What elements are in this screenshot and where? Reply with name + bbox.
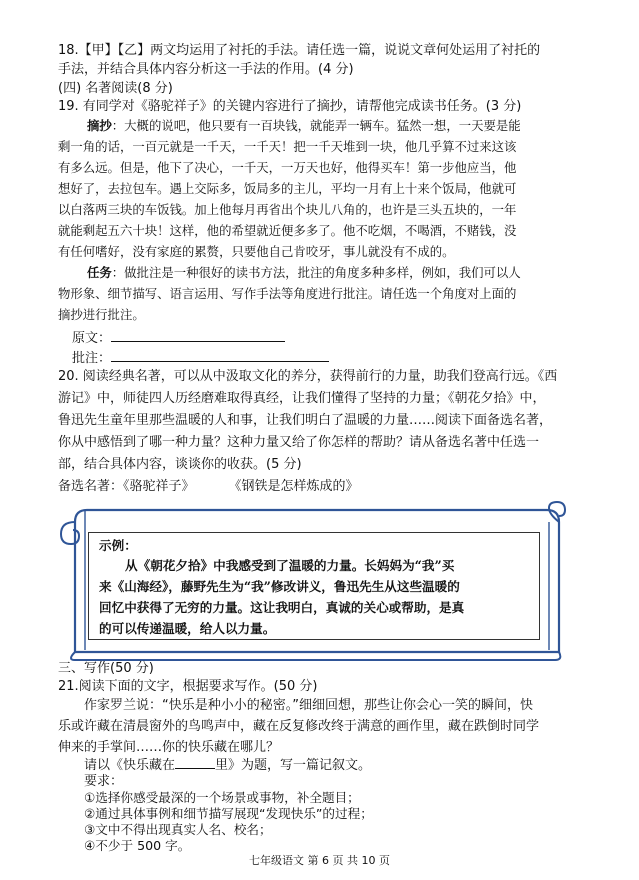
requirement-item: ④不少于 500 字。 xyxy=(84,838,191,853)
q20-line: 鲁迅先生童年里那些温暖的人和事，让我们明白了温暖的力量……阅读下面备选名著， xyxy=(58,413,553,428)
candidate-book-2: 《钢铁是怎样炼成的》 xyxy=(228,479,359,494)
prompt-suffix: 里》为题，写一篇记叙文。 xyxy=(215,758,372,773)
excerpt-text: ：大概的说吧，他只要有一百块钱，就能弄一辆车。猛然一想，一天要是能 xyxy=(111,118,521,133)
q20-line: 你从中感悟到了哪一种力量？这种力量又给了你怎样的帮助？请从备选名著中任选一 xyxy=(58,435,540,450)
q19-task-line: 摘抄进行批注。 xyxy=(58,307,145,322)
requirement-item: ②通过具体事例和细节描写展现“发现快乐”的过程； xyxy=(84,806,373,821)
example-title: 示例： xyxy=(99,538,137,553)
q19-excerpt-line: 有任何嗜好，没有家庭的累赘，只要他自己肯咬牙，事儿就没有不成的。 xyxy=(58,244,455,259)
annotation-label: 批注： xyxy=(72,351,112,366)
q20-line: 游记》中，师徒四人历经磨难取得真经，让我们懂得了坚持的力量；《朝花夕拾》中， xyxy=(58,391,546,406)
requirement-item: ①选择你感受最深的一个场景或事物，补全题目； xyxy=(84,790,360,805)
q19-excerpt-line: 有多么远。但是，他下了决心，一千天，一万天也好，他得买车！第一步他应当，他 xyxy=(58,160,517,175)
example-line: 回忆中获得了无穷的力量。这让我明白，真诚的关心或帮助，是真 xyxy=(99,600,465,615)
q21-passage-line: 作家罗兰说：“快乐是种小小的秘密。”细细回想，那些让你会心一笑的瞬间，快 xyxy=(84,698,533,713)
original-answer-blank[interactable] xyxy=(111,329,285,342)
q18-line-2: 手法，并结合具体内容分析这一手法的作用。(4 分) xyxy=(58,62,354,77)
q21-intro: 21.阅读下面的文字，根据要求写作。(50 分) xyxy=(58,679,318,694)
q19-task-line: 物形象、细节描写、语言运用、写作手法等角度进行批注。请任选一个角度对上面的 xyxy=(58,286,517,301)
example-line: 来《山海经》，藤野先生为“我”修改讲义，鲁迅先生从这些温暖的 xyxy=(99,579,460,594)
q19-intro: 19. 有同学对《骆驼祥子》的关键内容进行了摘抄，请帮他完成读书任务。(3 分) xyxy=(58,99,522,114)
q21-prompt xyxy=(84,756,371,775)
q19-excerpt-first-line xyxy=(87,117,521,135)
excerpt-label: 摘抄 xyxy=(87,118,112,133)
candidate-book-1: 备选名著：《骆驼祥子》 xyxy=(58,479,195,494)
q19-excerpt-line: 想好了，去拉包车。遇上交际多，饭局多的主儿，平均一月有上十来个饭局，他就可 xyxy=(58,181,517,196)
requirement-item: ③文中不得出现真实人名、校名； xyxy=(84,822,272,837)
example-line: 从《朝花夕拾》中我感受到了温暖的力量。长妈妈为“我”买 xyxy=(125,558,455,573)
example-line: 的可以传递温暖，给人以力量。 xyxy=(99,621,276,636)
q19-excerpt-line: 就能剩起五六十块！这样，他的希望就近便多多了。他不吃烟，不喝酒，不赌钱，没 xyxy=(58,223,517,238)
section-3-heading: 三、写作(50 分) xyxy=(58,661,154,676)
annotation-field xyxy=(72,349,329,368)
q21-passage-line: 乐或许藏在清晨窗外的鸟鸣声中，藏在反复修改终于满意的画作里，藏在跌倒时同学 xyxy=(58,719,540,734)
page-footer: 七年级语文 第 6 页 共 10 页 xyxy=(249,854,390,867)
example-box xyxy=(88,532,540,640)
task-text: ：做批注是一种很好的读书方法，批注的角度多种多样，例如，我们可以人 xyxy=(111,265,521,280)
q18-line-1: 18.【甲】【乙】两文均运用了衬托的手法。请任选一篇，说说文章何处运用了衬托的 xyxy=(58,43,541,58)
task-label: 任务 xyxy=(87,265,112,280)
annotation-answer-blank[interactable] xyxy=(111,349,329,362)
title-fill-blank[interactable] xyxy=(175,756,215,769)
q20-line: 20. 阅读经典名著，可以从中汲取文化的养分，获得前行的力量，助我们登高行远。《西 xyxy=(58,369,558,384)
q19-excerpt-line: 剩一角的话，一百元就是一千天，一千天！把一千天堆到一块，他几乎算不过来这该 xyxy=(58,139,517,154)
original-text-field xyxy=(72,329,285,348)
original-label: 原文： xyxy=(72,331,112,346)
section-4-heading: (四) 名著阅读(8 分) xyxy=(58,81,173,96)
q19-excerpt-line: 以白落两三块的车饭钱。加上他每月再省出个块儿八角的，也许是三头五块的，一年 xyxy=(58,202,517,217)
q19-task-first-line xyxy=(87,264,521,282)
requirements-label: 要求： xyxy=(84,774,124,789)
q20-line: 部，结合具体内容，谈谈你的收获。(5 分) xyxy=(58,457,302,472)
q20-candidates xyxy=(58,478,359,496)
prompt-prefix: 请以《快乐藏在 xyxy=(84,758,176,773)
q21-passage-line: 伸来的手掌间……你的快乐藏在哪儿？ xyxy=(58,740,280,755)
